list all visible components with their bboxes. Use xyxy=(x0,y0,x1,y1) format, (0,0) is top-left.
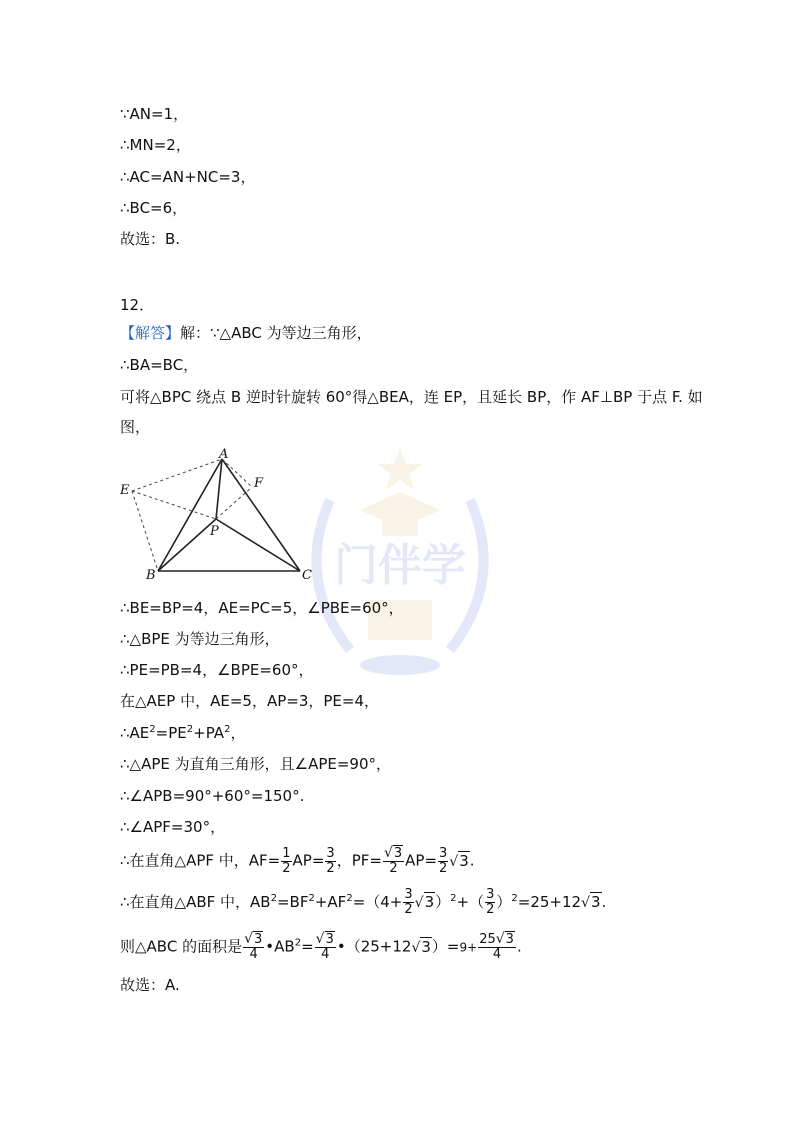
label-P: P xyxy=(210,524,219,539)
fraction xyxy=(325,847,335,876)
formula-line xyxy=(120,932,522,962)
watermark-text: 门伴学 xyxy=(334,540,466,591)
text-segment: =（4+ xyxy=(352,893,403,911)
text-segment: ，PF= xyxy=(336,851,382,870)
superscript: 2 xyxy=(308,893,315,904)
text-line: ∴BC=6， xyxy=(120,199,188,217)
sqrt: √3 xyxy=(411,937,431,956)
text-segment: ） xyxy=(435,893,451,911)
text-segment: AP= xyxy=(292,851,325,870)
superscript: 2 xyxy=(450,893,457,904)
text-segment: . xyxy=(469,851,475,870)
numerator xyxy=(478,932,516,948)
denominator: 2 xyxy=(389,861,398,876)
formula-line xyxy=(120,846,475,876)
superscript: 2 xyxy=(270,893,277,904)
text-segment: ∴AE xyxy=(120,724,150,742)
question-number: 12． xyxy=(120,296,155,314)
sqrt: √3 xyxy=(383,845,403,861)
text-segment: +（ xyxy=(456,893,485,911)
formula-line xyxy=(120,888,606,917)
fraction xyxy=(485,888,495,917)
label-A: A xyxy=(219,447,229,462)
numerator: 1 xyxy=(282,845,291,861)
geometry-figure xyxy=(118,447,328,586)
text-segment: =25+12 xyxy=(517,893,582,911)
numerator: 3 xyxy=(486,887,495,902)
numerator: 3 xyxy=(326,845,335,861)
text-line: ∴∠APF=30°， xyxy=(120,818,226,836)
text-segment: +AF xyxy=(314,893,347,911)
radicand: 3 xyxy=(393,846,403,861)
radicand: 3 xyxy=(505,932,514,947)
superscript: 2 xyxy=(224,724,231,735)
text-segment: ∴在直角△APF 中，AF= xyxy=(120,851,281,870)
radicand: 3 xyxy=(459,851,469,870)
text-segment: 9+ xyxy=(459,940,478,955)
superscript: 2 xyxy=(186,724,194,735)
text-line xyxy=(120,722,245,744)
text-segment: 则△ABC 的面积是 xyxy=(120,937,243,956)
fraction xyxy=(478,932,516,962)
denominator: 4 xyxy=(321,947,330,962)
radicand: 3 xyxy=(591,893,601,911)
fraction xyxy=(403,888,413,917)
text-line xyxy=(120,322,372,344)
text-line: 可将△BPC 绕点 B 逆时针旋转 60°得△BEA，连 EP，且延长 BP，作 AF⊥BP 于点 F. 如 xyxy=(120,388,703,406)
denominator: 2 xyxy=(326,860,335,876)
text-line: 故选：A. xyxy=(120,976,180,994)
label-C: C xyxy=(302,568,312,582)
sqrt: √3 xyxy=(244,931,263,947)
superscript: 2 xyxy=(511,893,518,904)
text-segment: 25 xyxy=(479,932,496,947)
text-line: ∴△APE 为直角三角形，且∠APE=90°， xyxy=(120,755,392,773)
text-segment: =PE xyxy=(155,724,187,742)
denominator: 2 xyxy=(404,902,413,917)
superscript: 2 xyxy=(294,937,302,949)
label-E: E xyxy=(120,483,130,498)
sqrt: √3 xyxy=(414,893,435,911)
text-line: 在△AEP 中，AE=5，AP=3，PE=4， xyxy=(120,692,379,710)
denominator: 4 xyxy=(249,947,258,962)
text-line: ∴△BPE 为等边三角形， xyxy=(120,630,280,648)
text-segment: ∴在直角△ABF 中，AB xyxy=(120,893,271,911)
numerator: 3 xyxy=(439,845,448,861)
denominator: 4 xyxy=(492,947,502,962)
text-segment: . xyxy=(601,893,607,911)
text-line: ∴BA=BC， xyxy=(120,356,199,374)
fraction xyxy=(281,847,291,876)
sqrt: √3 xyxy=(315,931,334,947)
sqrt: √3 xyxy=(581,893,601,911)
denominator: 2 xyxy=(282,860,291,876)
radicand: 3 xyxy=(421,937,431,956)
text-line: 图， xyxy=(120,418,151,436)
numerator xyxy=(243,932,264,948)
text-segment: •AB xyxy=(265,937,295,956)
numerator xyxy=(315,932,336,948)
text-segment: AP= xyxy=(405,851,438,870)
fraction xyxy=(438,847,448,876)
text-line: ∵AN=1， xyxy=(120,105,189,123)
superscript: 2 xyxy=(149,724,156,735)
radicand: 3 xyxy=(325,932,334,947)
fraction xyxy=(243,932,264,962)
label-B: B xyxy=(146,568,156,582)
sqrt: √3 xyxy=(495,931,514,947)
denominator: 2 xyxy=(486,902,495,917)
numerator xyxy=(383,846,404,862)
text-line: ∴AC=AN+NC=3， xyxy=(120,168,256,186)
radicand: 3 xyxy=(424,893,435,911)
text-line: ∴∠APB=90°+60°=150°. xyxy=(120,787,305,805)
fraction xyxy=(315,932,336,962)
numerator: 3 xyxy=(404,887,413,902)
text-segment: ， xyxy=(230,724,246,742)
sqrt: √3 xyxy=(449,851,469,870)
label-F: F xyxy=(254,476,264,491)
text-segment: ）= xyxy=(431,937,460,956)
answer-tag: 【解答】 xyxy=(120,324,181,342)
fraction xyxy=(383,846,404,876)
radicand: 3 xyxy=(254,932,263,947)
text-line: ∴PE=PB=4，∠BPE=60°， xyxy=(120,661,314,679)
text-segment: •（25+12 xyxy=(336,937,412,956)
text-segment: =BF xyxy=(276,893,309,911)
denominator: 2 xyxy=(439,860,448,876)
text-segment: = xyxy=(301,937,314,956)
text-line: ∴MN=2， xyxy=(120,136,191,154)
text-line: ∴BE=BP=4，AE=PC=5，∠PBE=60°， xyxy=(120,599,404,617)
text-segment: . xyxy=(516,937,522,956)
text-segment: 解：∵△ABC 为等边三角形， xyxy=(180,324,372,342)
text-segment: +PA xyxy=(193,724,225,742)
text-line: 故选：B. xyxy=(120,230,181,248)
superscript: 2 xyxy=(346,893,353,904)
text-segment: ） xyxy=(496,893,512,911)
